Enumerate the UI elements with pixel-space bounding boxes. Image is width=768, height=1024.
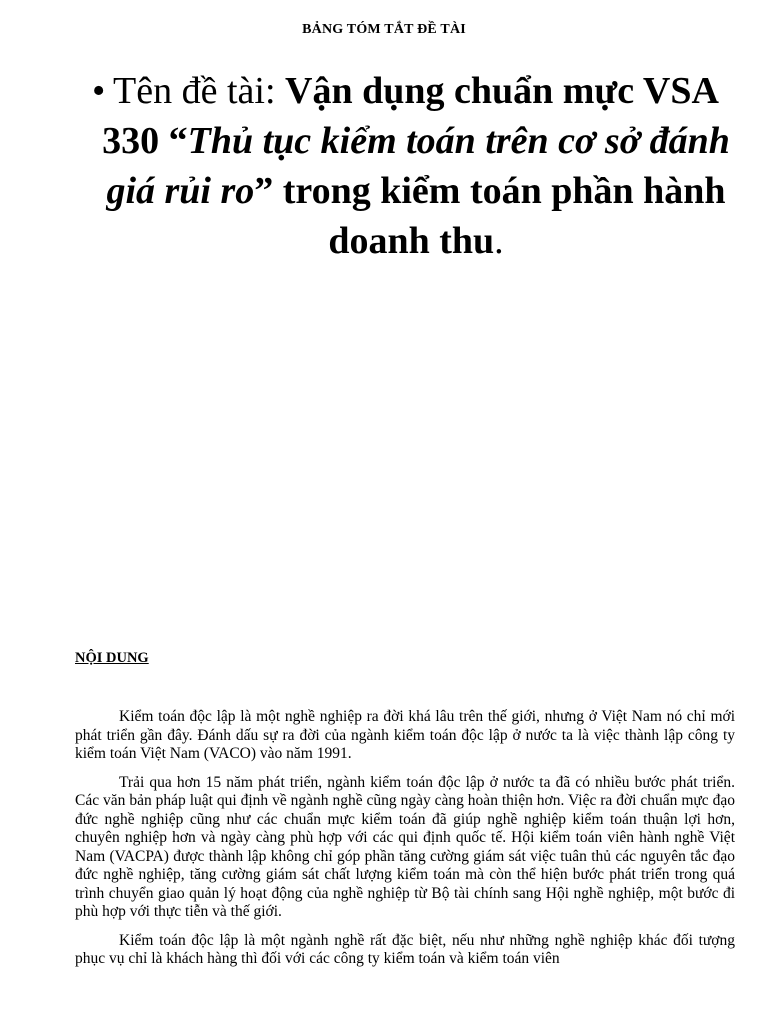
title-prefix: Tên đề tài: xyxy=(113,70,286,112)
paragraph: Trải qua hơn 15 năm phát triển, ngành kiểm toán độc lập ở nước ta đã có nhiều bước phát triển. Các văn bản pháp luật qui định về ngành nghề cũng ngày càng hoàn thiện hơn. Việc ra đời chuẩn mực đạo đức nghề nghiệp cũng như các chuẩn mực kiểm toán đã giúp nghề nghiệp kiểm toán thuận lợi hơn, chuyên nghiệp hơn và ngày càng phù hợp với các qui định quốc tế. Hội kiểm toán viên hành nghề Việt Nam (VACPA) được thành lập không chỉ góp phần tăng cường giám sát việc tuân thủ các nguyên tắc đạo đức nghề nghiệp, tăng cường giám sát chất lượng kiểm toán mà còn thể hiện bước phát triển trong quá trình chuyển giao quản lý hoạt động của nghề nghiệp từ Bộ tài chính sang Hội nghề nghiệp, một bước đi phù hợp với thực tiễn và thế giới. xyxy=(75,773,735,920)
paragraph: Kiểm toán độc lập là một nghề nghiệp ra đời khá lâu trên thế giới, nhưng ở Việt Nam nó chỉ mới phát triển gần đây. Đánh dấu sự ra đời của ngành kiểm toán độc lập ở nước ta là việc thành lập công ty kiểm toán Việt Nam (VACO) vào năm 1991. xyxy=(75,708,735,762)
paragraph: Kiểm toán độc lập là một ngành nghề rất đặc biệt, nếu như những nghề nghiệp khác đối tượng phục vụ chỉ là khách hàng thì đối với các công ty kiểm toán và kiểm toán viên xyxy=(75,931,735,967)
title-italic-part: Thủ tục kiểm toán trên cơ sở đánh giá rủi ro xyxy=(106,120,730,212)
topic-title xyxy=(92,66,740,266)
title-block xyxy=(92,66,740,266)
title-suffix: . xyxy=(494,220,504,262)
title-bold-part-1: Vận dụng chuẩn mực VSA 330 “ xyxy=(102,70,719,162)
document-header: BẢNG TÓM TẮT ĐỀ TÀI xyxy=(302,22,466,37)
body-text xyxy=(75,708,735,979)
title-bold-part-2: ” trong kiểm toán phần hành doanh thu xyxy=(254,170,726,262)
section-heading: NỘI DUNG xyxy=(75,650,149,666)
bullet-icon: • xyxy=(92,70,106,112)
